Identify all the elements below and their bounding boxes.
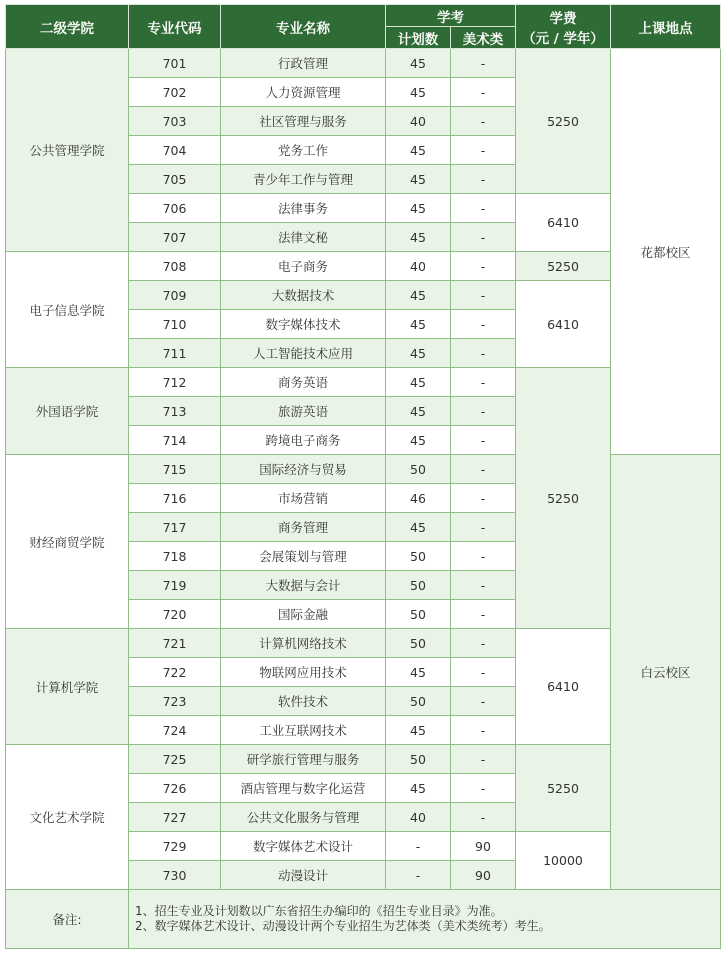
- plan-count: 45: [386, 426, 451, 455]
- art-count: -: [451, 571, 516, 600]
- art-count: -: [451, 49, 516, 78]
- art-count: -: [451, 484, 516, 513]
- art-count: -: [451, 107, 516, 136]
- major-code: 703: [129, 107, 221, 136]
- college-cell: 电子信息学院: [6, 252, 129, 368]
- major-code: 726: [129, 774, 221, 803]
- major-name: 法律文秘: [221, 223, 386, 252]
- major-name: 软件技术: [221, 687, 386, 716]
- col-art: 美术类: [451, 27, 516, 49]
- col-plan: 计划数: [386, 27, 451, 49]
- plan-count: 45: [386, 716, 451, 745]
- major-code: 725: [129, 745, 221, 774]
- remarks-text: 1、招生专业及计划数以广东省招生办编印的《招生专业目录》为准。 2、数字媒体艺术设计、动漫设计两个专业招生为艺体类（美术类统考）考生。: [129, 890, 721, 949]
- art-count: -: [451, 774, 516, 803]
- col-fee: 学费 （元 / 学年）: [516, 5, 611, 49]
- major-code: 727: [129, 803, 221, 832]
- major-code: 710: [129, 310, 221, 339]
- major-name: 数字媒体技术: [221, 310, 386, 339]
- remarks-row: [6, 890, 721, 949]
- col-college: 二级学院: [6, 5, 129, 49]
- major-code: 706: [129, 194, 221, 223]
- plan-count: 50: [386, 600, 451, 629]
- campus-cell: 白云校区: [611, 455, 721, 890]
- plan-count: 50: [386, 629, 451, 658]
- major-name: 物联网应用技术: [221, 658, 386, 687]
- fee-cell: 6410: [516, 629, 611, 745]
- plan-count: 40: [386, 107, 451, 136]
- plan-count: 45: [386, 223, 451, 252]
- college-cell: 计算机学院: [6, 629, 129, 745]
- major-name: 国际经济与贸易: [221, 455, 386, 484]
- fee-cell: 6410: [516, 281, 611, 368]
- remarks-label: 备注:: [6, 890, 129, 949]
- fee-cell: 6410: [516, 194, 611, 252]
- art-count: -: [451, 455, 516, 484]
- art-count: -: [451, 310, 516, 339]
- col-xuekao: 学考: [386, 5, 516, 27]
- major-name: 工业互联网技术: [221, 716, 386, 745]
- plan-count: 45: [386, 513, 451, 542]
- major-name: 人力资源管理: [221, 78, 386, 107]
- major-name: 计算机网络技术: [221, 629, 386, 658]
- major-name: 市场营销: [221, 484, 386, 513]
- major-code: 723: [129, 687, 221, 716]
- col-code: 专业代码: [129, 5, 221, 49]
- major-name: 人工智能技术应用: [221, 339, 386, 368]
- art-count: -: [451, 426, 516, 455]
- major-name: 数字媒体艺术设计: [221, 832, 386, 861]
- col-campus: 上课地点: [611, 5, 721, 49]
- major-code: 702: [129, 78, 221, 107]
- fee-cell: 5250: [516, 252, 611, 281]
- college-cell: 外国语学院: [6, 368, 129, 455]
- college-cell: 文化艺术学院: [6, 745, 129, 890]
- art-count: -: [451, 281, 516, 310]
- major-name: 跨境电子商务: [221, 426, 386, 455]
- plan-count: 45: [386, 281, 451, 310]
- art-count: -: [451, 136, 516, 165]
- major-name: 青少年工作与管理: [221, 165, 386, 194]
- major-name: 酒店管理与数字化运营: [221, 774, 386, 803]
- major-name: 行政管理: [221, 49, 386, 78]
- fee-cell: 10000: [516, 832, 611, 890]
- plan-count: 45: [386, 368, 451, 397]
- major-code: 705: [129, 165, 221, 194]
- major-name: 大数据技术: [221, 281, 386, 310]
- table-row: [6, 49, 721, 78]
- major-code: 715: [129, 455, 221, 484]
- major-name: 动漫设计: [221, 861, 386, 890]
- major-code: 709: [129, 281, 221, 310]
- campus-cell: 花都校区: [611, 49, 721, 455]
- major-name: 公共文化服务与管理: [221, 803, 386, 832]
- art-count: -: [451, 78, 516, 107]
- major-code: 704: [129, 136, 221, 165]
- major-code: 713: [129, 397, 221, 426]
- major-code: 711: [129, 339, 221, 368]
- art-count: -: [451, 687, 516, 716]
- plan-count: 45: [386, 658, 451, 687]
- major-code: 718: [129, 542, 221, 571]
- major-code: 729: [129, 832, 221, 861]
- major-code: 712: [129, 368, 221, 397]
- plan-count: -: [386, 832, 451, 861]
- plan-count: 45: [386, 49, 451, 78]
- art-count: -: [451, 629, 516, 658]
- major-code: 722: [129, 658, 221, 687]
- plan-count: 50: [386, 571, 451, 600]
- plan-count: 40: [386, 803, 451, 832]
- art-count: -: [451, 542, 516, 571]
- major-name: 国际金融: [221, 600, 386, 629]
- fee-cell: 5250: [516, 49, 611, 194]
- plan-count: 50: [386, 745, 451, 774]
- art-count: 90: [451, 832, 516, 861]
- plan-count: 45: [386, 78, 451, 107]
- major-code: 719: [129, 571, 221, 600]
- art-count: -: [451, 339, 516, 368]
- fee-cell: 5250: [516, 368, 611, 629]
- art-count: -: [451, 745, 516, 774]
- art-count: -: [451, 397, 516, 426]
- fee-cell: 5250: [516, 745, 611, 832]
- major-code: 724: [129, 716, 221, 745]
- major-name: 党务工作: [221, 136, 386, 165]
- art-count: -: [451, 368, 516, 397]
- art-count: -: [451, 252, 516, 281]
- plan-count: 45: [386, 194, 451, 223]
- major-code: 720: [129, 600, 221, 629]
- table-row: [6, 455, 721, 484]
- art-count: -: [451, 716, 516, 745]
- major-name: 旅游英语: [221, 397, 386, 426]
- plan-count: 45: [386, 165, 451, 194]
- major-code: 717: [129, 513, 221, 542]
- plan-count: 45: [386, 339, 451, 368]
- college-cell: 公共管理学院: [6, 49, 129, 252]
- plan-count: 46: [386, 484, 451, 513]
- major-code: 730: [129, 861, 221, 890]
- major-code: 707: [129, 223, 221, 252]
- art-count: -: [451, 223, 516, 252]
- major-name: 法律事务: [221, 194, 386, 223]
- major-name: 商务英语: [221, 368, 386, 397]
- plan-count: 45: [386, 136, 451, 165]
- art-count: -: [451, 165, 516, 194]
- plan-count: 45: [386, 774, 451, 803]
- plan-count: 45: [386, 310, 451, 339]
- plan-count: 40: [386, 252, 451, 281]
- major-code: 701: [129, 49, 221, 78]
- major-name: 大数据与会计: [221, 571, 386, 600]
- major-code: 714: [129, 426, 221, 455]
- art-count: -: [451, 513, 516, 542]
- art-count: -: [451, 803, 516, 832]
- major-name: 商务管理: [221, 513, 386, 542]
- major-name: 社区管理与服务: [221, 107, 386, 136]
- major-name: 电子商务: [221, 252, 386, 281]
- major-code: 708: [129, 252, 221, 281]
- major-name: 研学旅行管理与服务: [221, 745, 386, 774]
- major-code: 716: [129, 484, 221, 513]
- plan-count: -: [386, 861, 451, 890]
- art-count: -: [451, 600, 516, 629]
- col-name: 专业名称: [221, 5, 386, 49]
- major-code: 721: [129, 629, 221, 658]
- major-name: 会展策划与管理: [221, 542, 386, 571]
- college-cell: 财经商贸学院: [6, 455, 129, 629]
- enrollment-table: [5, 4, 721, 949]
- art-count: -: [451, 194, 516, 223]
- plan-count: 50: [386, 687, 451, 716]
- art-count: -: [451, 658, 516, 687]
- art-count: 90: [451, 861, 516, 890]
- plan-count: 50: [386, 455, 451, 484]
- plan-count: 50: [386, 542, 451, 571]
- plan-count: 45: [386, 397, 451, 426]
